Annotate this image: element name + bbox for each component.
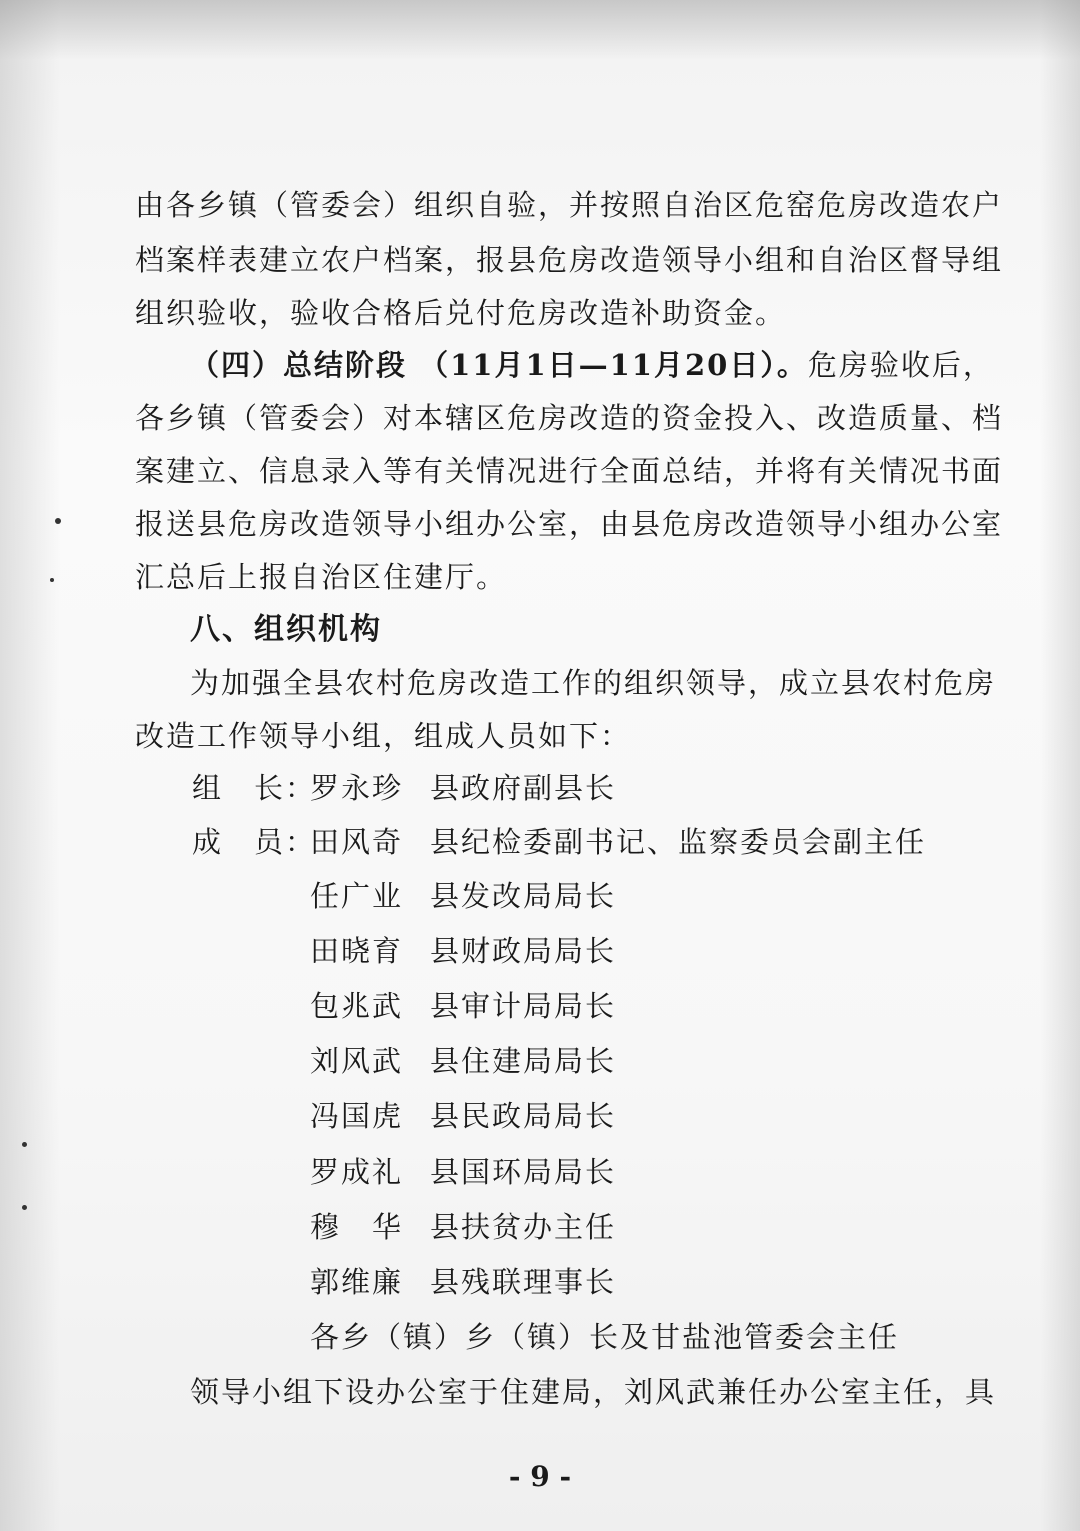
paragraph-line: 领导小组下设办公室于住建局，刘风武兼任办公室主任，具 (190, 1375, 997, 1409)
member-title: 县民政局局长 (430, 1099, 617, 1133)
leader-label: 组 长： (192, 771, 317, 805)
paragraph-line: 案建立、信息录入等有关情况进行全面总结，并将有关情况书面 (135, 454, 1004, 488)
section-heading: 八、组织机构 (190, 612, 382, 647)
leader-title: 县政府副县长 (430, 771, 617, 805)
paragraph-line: 各乡镇（管委会）对本辖区危房改造的资金投入、改造质量、档 (135, 401, 1004, 435)
member-title: 县国环局局长 (430, 1155, 617, 1189)
member-title: 县住建局局长 (430, 1044, 617, 1078)
scan-speck (55, 518, 61, 524)
member-title: 县审计局局长 (430, 989, 617, 1023)
member-title: 县财政局局长 (430, 934, 617, 968)
member-name: 田晓育 (310, 934, 404, 968)
member-name: 包兆武 (310, 989, 404, 1023)
scan-speck (22, 1205, 27, 1210)
member-extra: 各乡（镇）乡（镇）长及甘盐池管委会主任 (310, 1320, 900, 1354)
paragraph-line: 报送县危房改造领导小组办公室，由县危房改造领导小组办公室 (135, 507, 1004, 541)
paragraph-line: 档案样表建立农户档案，报县危房改造领导小组和自治区督导组 (135, 243, 1004, 277)
member-title: 县发改局局长 (430, 879, 617, 913)
members-label: 成 员： (192, 825, 317, 859)
stage-heading: （四）总结阶段 （11月1日—11月20日）。 (190, 348, 808, 382)
paragraph-line: 组织验收，验收合格后兑付危房改造补助资金。 (135, 296, 787, 330)
scan-speck (50, 578, 54, 582)
member-name: 罗成礼 (310, 1155, 404, 1189)
page-number: - 9 - (508, 1460, 572, 1493)
member-name: 任广业 (310, 879, 404, 913)
paragraph-first-line (190, 345, 1010, 385)
scan-shadow-top (0, 0, 1080, 60)
paragraph-line: 由各乡镇（管委会）组织自验，并按照自治区危窑危房改造农户 (135, 188, 1004, 222)
member-name: 郭维廉 (310, 1265, 404, 1299)
paragraph-text: 危房验收后， (807, 348, 994, 382)
member-name: 穆 华 (310, 1210, 404, 1244)
scan-shadow-right (1040, 0, 1080, 1531)
member-title: 县残联理事长 (430, 1265, 617, 1299)
member-title: 县纪检委副书记、监察委员会副主任 (430, 825, 927, 859)
scan-shadow-left (0, 0, 60, 1531)
scan-speck (22, 1142, 27, 1147)
member-name: 田风奇 (310, 825, 404, 859)
member-name: 刘风武 (310, 1044, 404, 1078)
member-title: 县扶贫办主任 (430, 1210, 617, 1244)
member-name: 冯国虎 (310, 1099, 404, 1133)
paragraph-line: 改造工作领导小组，组成人员如下： (135, 719, 632, 753)
paragraph-line: 为加强全县农村危房改造工作的组织领导，成立县农村危房 (190, 666, 997, 700)
leader-name: 罗永珍 (310, 771, 404, 805)
paragraph-line: 汇总后上报自治区住建厅。 (135, 560, 508, 594)
